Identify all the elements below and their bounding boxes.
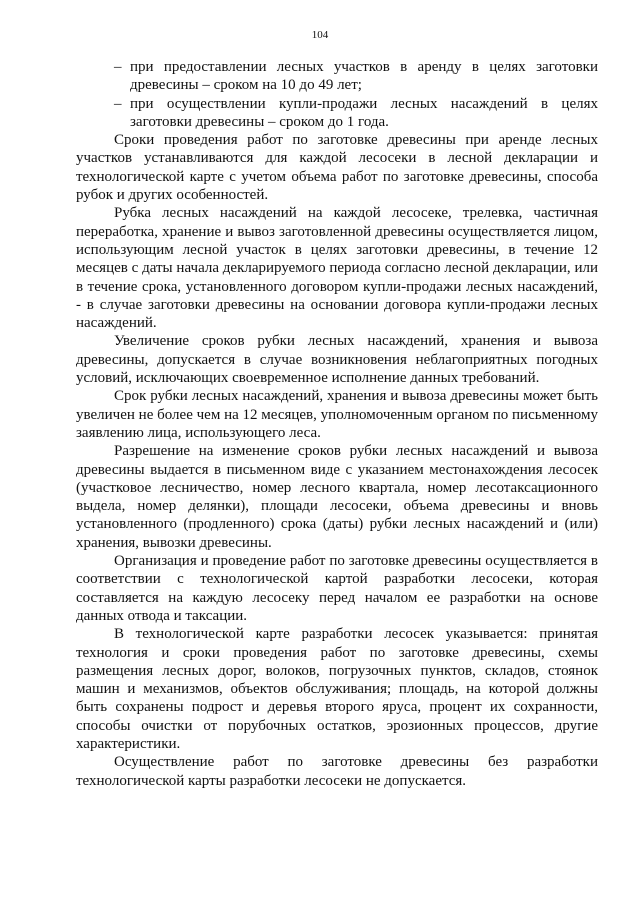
paragraph: Разрешение на изменение сроков рубки лесных насаждений и вывоза древесины выдается в письменном виде с указанием местонахождения лесосек (участковое лесничество, номер лесного квартала, номер лесотаксационного выдела, номер делянки), площади лесосеки, объема древесины и вновь установленного (продленного) срока (даты) рубки лесных насаждений и (или) хранения, вывозки древесины.: [76, 443, 598, 551]
list-item: [76, 58, 598, 95]
paragraph: Срок рубки лесных насаждений, хранения и вывоза древесины может быть увеличен не более чем на 12 месяцев, уполномоченным органом по письменному заявлению лица, использующего леса.: [76, 388, 598, 441]
paragraph: Осуществление работ по заготовке древесины без разработки технологической карты разработки лесосеки не допускается.: [76, 754, 598, 789]
paragraph: Сроки проведения работ по заготовке древесины при аренде лесных участков устанавливаются для каждой лесосеки в лесной декларации и технологической карте с учетом объема работ по заготовке древесины, способа рубок и других особенностей.: [76, 132, 598, 204]
document-body: [76, 58, 598, 790]
paragraph: Организация и проведение работ по заготовке древесины осуществляется в соответствии с технологической картой разработки лесосеки, которая составляется на каждую лесосеку перед началом ее разработки на основе данных отвода и таксации.: [76, 553, 598, 624]
page-number: 104: [311, 29, 329, 41]
list-item-text: при осуществлении купли-продажи лесных насаждений в целях заготовки древесины – сроком до 1 года.: [130, 95, 598, 130]
list-item: [76, 95, 598, 132]
paragraph: В технологической карте разработки лесосек указывается: принятая технология и сроки проведения работ по заготовке древесины, схемы размещения лесных дорог, волоков, погрузочных пунктов, складов, стоянок машин и механизмов, объектов обслуживания; площадь, на которой должны быть сохранены подрост и деревья второго яруса, процент их сохранности, способы очистки от порубочных остатков, эрозионных процессов, другие характеристики.: [76, 626, 598, 752]
list-dash: –: [114, 95, 122, 112]
list-dash: –: [114, 59, 122, 75]
paragraph: Рубка лесных насаждений на каждой лесосеке, трелевка, частичная переработка, хранение и вывоз заготовленной древесины осуществляется лицом, использующим лесной участок в целях заготовки древесины, в течение 12 месяцев с даты начала декларируемого периода согласно лесной декларации, или в течение срока, установленного договором купли-продажи лесных насаждений, - в случае заготовки древесины на основании договора купли-продажи лесных насаждений.: [76, 205, 598, 332]
list-item-text: при предоставлении лесных участков в аренду в целях заготовки древесины – сроком на 10 до 49 лет;: [130, 59, 598, 94]
paragraph: Увеличение сроков рубки лесных насаждений, хранения и вывоза древесины, допускается в случае возникновения неблагоприятных погодных условий, исключающих своевременное исполнение данных требований.: [76, 333, 598, 387]
